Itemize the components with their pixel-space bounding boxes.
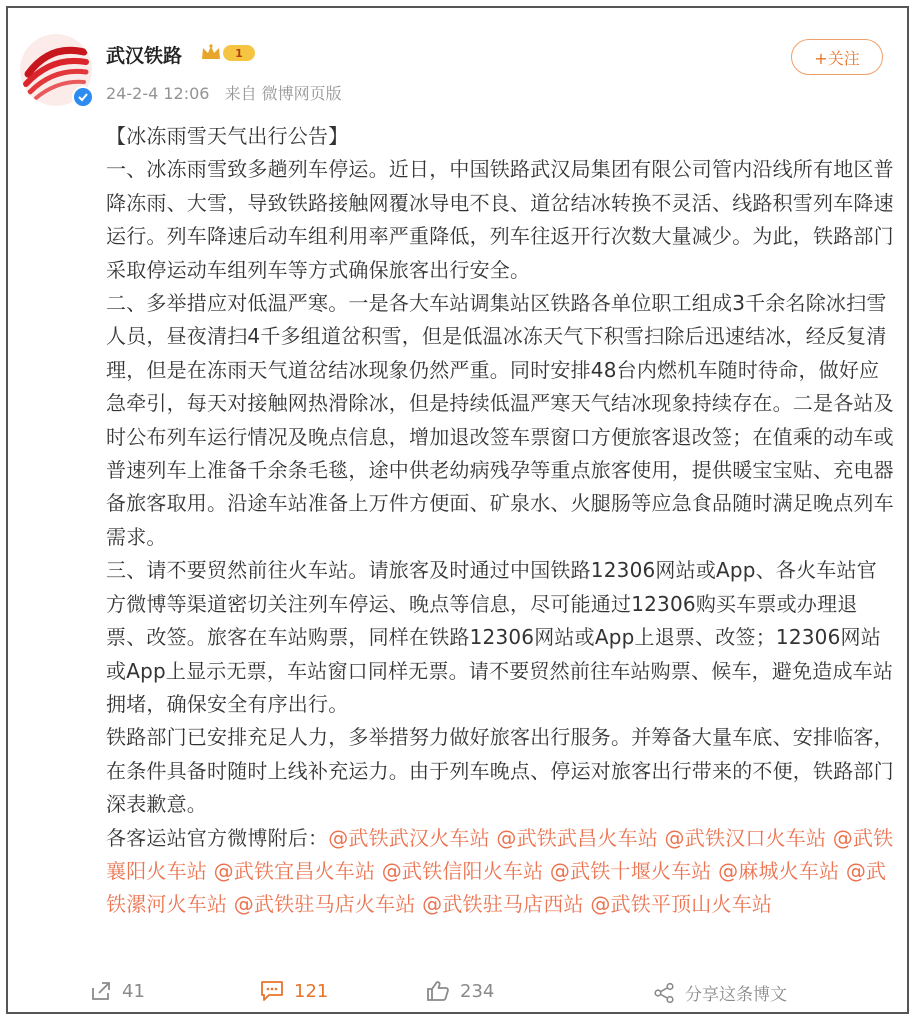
share-icon [653, 982, 675, 1004]
comment-count: 121 [294, 980, 329, 1002]
mention-link[interactable]: @武铁驻马店西站 [422, 892, 584, 917]
mention-link[interactable]: @麻城火车站 [718, 858, 840, 883]
post-paragraph: 一、冰冻雨雪致多趟列车停运。近日，中国铁路武汉局集团有限公司管内沿线所有地区普降冻雨、大雪，导致铁路接触网覆冰导电不良、道岔结冰转换不灵活、线路积雪列车降速运行。列车降速后动车组利用率严重降低，列车往返开行次数大量减少。为此，铁路部门采取停运动车组列车等方式确保旅客出行安全。 [106, 157, 894, 282]
action-bar [8, 980, 907, 1020]
post-title: 【冰冻雨雪天气出行公告】 [106, 124, 349, 148]
stations-prefix: 各客运站官方微博附后： [106, 825, 329, 850]
post-meta [106, 81, 352, 104]
author-name[interactable]: 武汉铁路 [106, 45, 183, 67]
mention-link[interactable]: @武铁襄阳火车站 [106, 825, 894, 883]
repost-icon [90, 980, 112, 1002]
crown-icon [200, 44, 222, 62]
repost-button[interactable] [90, 980, 145, 1002]
stations-paragraph [106, 822, 896, 922]
vip-level: 1 [235, 46, 243, 60]
post-content [106, 120, 896, 922]
repost-count: 41 [122, 980, 145, 1002]
mention-link[interactable]: @武铁武昌火车站 [496, 825, 658, 850]
mention-link[interactable]: @武铁平顶山火车站 [590, 892, 773, 917]
mention-link[interactable]: @武铁武汉火车站 [328, 825, 490, 850]
post-paragraph: 铁路部门已安排充足人力，多举措努力做好旅客出行服务。并筹备大量车底、安排临客，在条件具备时随时上线补充运力。由于列车晚点、停运对旅客出行带来的不便，铁路部门深表歉意。 [106, 725, 894, 817]
post-paragraph: 三、请不要贸然前往火车站。请旅客及时通过中国铁路12306网站或App、各火车站官方微博等渠道密切关注列车停运、晚点等信息，尽可能通过12306购买车票或办理退票、改签。旅客在车站购票，同样在铁路12306网站或App上退票、改签；12306网站或App上显示无票，车站窗口同样无票。请不要贸然前往车站购票、候车，避免造成车站拥堵，确保安全有序出行。 [106, 558, 894, 716]
follow-button[interactable]: +关注 [791, 39, 883, 75]
comment-icon [260, 980, 284, 1002]
mention-link[interactable]: @武铁汉口火车站 [664, 825, 827, 850]
thumbs-up-icon [426, 980, 450, 1002]
mention-link[interactable]: @武铁信阳火车站 [381, 858, 544, 883]
like-button[interactable] [426, 980, 494, 1002]
weibo-post-card [6, 6, 909, 1014]
post-paragraph: 二、多举措应对低温严寒。一是各大车站调集站区铁路各单位职工组成3千余名除冰扫雪人员，昼夜清扫4千多组道岔积雪，但是低温冰冻天气下积雪扫除后迅速结冰，经反复清理，但是在冻雨天气道岔结冰现象仍然严重。同时安排48台内燃机车随时待命，做好应急牵引，每天对接触网热滑除冰，但是持续低温严寒天气结冰现象持续存在。二是各站及时公布列车运行情况及晚点信息，增加退改签车票窗口方便旅客退改签；在值乘的动车或普速列车上准备千余条毛毯，途中供老幼病残孕等重点旅客使用，提供暖宝宝贴、充电器备旅客取用。沿途车站准备上万件方便面、矿泉水、火腿肠等应急食品随时满足晚点列车需求。 [106, 291, 894, 549]
post-source: 来自 微博网页版 [224, 84, 342, 103]
share-label: 分享这条博文 [685, 985, 787, 1005]
comment-button[interactable] [260, 980, 328, 1002]
verified-badge-icon [72, 86, 94, 108]
mention-link[interactable]: @武铁漯河火车站 [106, 858, 887, 917]
mention-link[interactable]: @武铁十堰火车站 [549, 858, 712, 883]
post-date[interactable]: 24-2-4 12:06 [106, 84, 210, 103]
share-post-button[interactable] [653, 980, 787, 1005]
mention-link[interactable]: @武铁驻马店火车站 [233, 892, 416, 917]
vip-badge[interactable] [200, 44, 255, 62]
mention-link[interactable]: @武铁宜昌火车站 [213, 858, 376, 883]
vip-level-pill [223, 45, 255, 61]
like-count: 234 [460, 980, 495, 1002]
